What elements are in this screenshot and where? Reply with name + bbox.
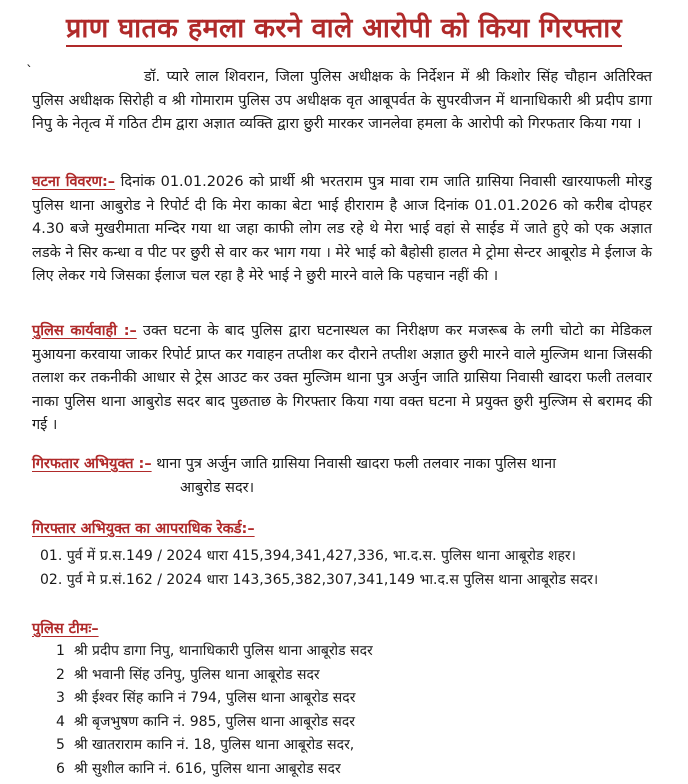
incident-section (32, 171, 652, 289)
arrested-text: थाना पुत्र अर्जुन जाति ग्रासिया निवासी खादरा फली तलवार नाका पुलिस थाना (151, 456, 556, 472)
arrested-text-continued: आबुरोड सदर। (180, 479, 255, 496)
team-member-number: 1 (56, 643, 65, 659)
team-member-text: श्री बृजभुषण कानि नं. 985, पुलिस थाना आबूरोड सदर (74, 713, 356, 730)
arrested-heading: गिरफतार अभियुक्त :– (32, 456, 152, 472)
criminal-record-list (40, 544, 598, 592)
police-action-heading: पुलिस कार्यवाही :– (32, 323, 137, 339)
team-member-text: श्री सुशील कानि नं. 616, पुलिस थाना आबूरोड सदर (74, 760, 341, 777)
police-team-heading-wrap (32, 618, 99, 638)
team-member-text: श्री ईश्वर सिंह कानि नं 794, पुलिस थाना आबूरोड सदर (74, 690, 356, 706)
team-member (56, 640, 373, 664)
team-member-number: 5 (56, 737, 65, 753)
team-member (56, 687, 373, 711)
team-member (56, 711, 373, 735)
team-member-number: 2 (56, 666, 65, 683)
team-member-text: श्री भवानी सिंह उनिपु, पुलिस थाना आबूरोड सदर (74, 666, 320, 683)
team-member-text: श्री प्रदीप डागा निपु, थानाधिकारी पुलिस थाना आबूरोड सदर (74, 643, 373, 659)
criminal-record-heading: गिरफ्तार अभियुक्त का आपराधिक रेकर्ड:– (32, 521, 255, 537)
criminal-record-heading-wrap (32, 518, 255, 538)
press-release-title (0, 8, 688, 45)
arrested-section (32, 453, 652, 500)
title-text: प्राण घातक हमला करने वाले आरोपी को किया गिरफ्तार (66, 13, 622, 47)
team-member-number: 3 (56, 690, 65, 706)
team-member-text: श्री खातराराम कानि नं. 18, पुलिस थाना आबूरोड सदर, (74, 737, 355, 753)
police-team-list (56, 640, 373, 781)
team-member-number: 4 (56, 713, 65, 730)
incident-heading: घटना विवरण:– (32, 174, 116, 190)
criminal-record-item: 01. पुर्व में प्र.स.149 / 2024 धारा 415,394,341,427,336, भा.द.स. पुलिस थाना आबूरोड शहर। (40, 548, 576, 564)
criminal-record-item: 02. पुर्व मे प्र.सं.162 / 2024 धारा 143,365,382,307,341,149 भा.द.स पुलिस थाना आबूरोड सदर। (40, 572, 599, 588)
police-action-section (32, 320, 652, 438)
team-member-number: 6 (56, 760, 65, 777)
stray-mark: ` (26, 64, 33, 80)
team-member (56, 734, 373, 758)
intro-paragraph: डॉ. प्यारे लाल शिवरान, जिला पुलिस अधीक्षक के निर्देशन में श्री किशोर सिंह चौहान अतिरिक्त पुलिस अधीक्षक सिरोही व श्री गोमाराम पुलिस उप अधीक्षक वृत आबूपर्वत के सुपरवीजन में थानाधिकारी श्री प्रदीप डागा निपु के नेतृत्व में गठित टीम द्वारा अज्ञात व्यक्ति द्वारा छुरी मारकर जानलेवा हमला के आरोपी को गिरफतार किया गया । (32, 69, 652, 132)
incident-text: दिनांक 01.01.2026 को प्रार्थी श्री भरतराम पुत्र मावा राम जाति ग्रासिया निवासी खारयाफली मोरडु पुलिस थाना आबुरोड ने रिपोर्ट दी कि मेरा काका बेटा भाई हीराराम है आज दिनांक 01.01.2026 को करीब दोपहर 4.30 बजे मुखरीमाता मन्दिर गया था जहा काफी लोग लड रहे थे मेरा भाई वहां से साईड में जाते हुऐ को एक अज्ञात लडके ने सिर कन्धा व पीट पर छुरी से वार कर भाग गया । मेरे भाई को बैहोसी हालत मे ट्रोमा सेन्टर आबूरोड मे ईलाज के लिए लेकर गये जिसका ईलाज चल रहा है मेरे भाई ने छुरी मारने वाले कि पहचान नहीं की । (32, 174, 652, 284)
police-team-heading: पुलिस टीमः– (32, 621, 99, 637)
police-action-text: उक्त घटना के बाद पुलिस द्वारा घटनास्थल का निरीक्षण कर मजरूब के लगी चोटो का मेडिकल मुआयना करवाया जाकर रिपोर्ट प्राप्त कर गवाहन तप्तीश कर दौराने तप्तीश अज्ञात छुरी मारने वाले मुल्जिम थाना जिसकी तलाश कर तकनीकी आधार से ट्रेस आउट कर उक्त मुल्जिम थाना पुत्र अर्जुन जाति ग्रासिया निवासी खादरा फली तलवार नाका पुलिस थाना आबुरोड सदर बाद पुछताछ के गिरफ्तार किया गया वक्त घटना मे प्रयुक्त छुरी मुल्जिम से बरामद की गई । (32, 323, 652, 433)
team-member (56, 758, 373, 782)
team-member (56, 664, 373, 688)
